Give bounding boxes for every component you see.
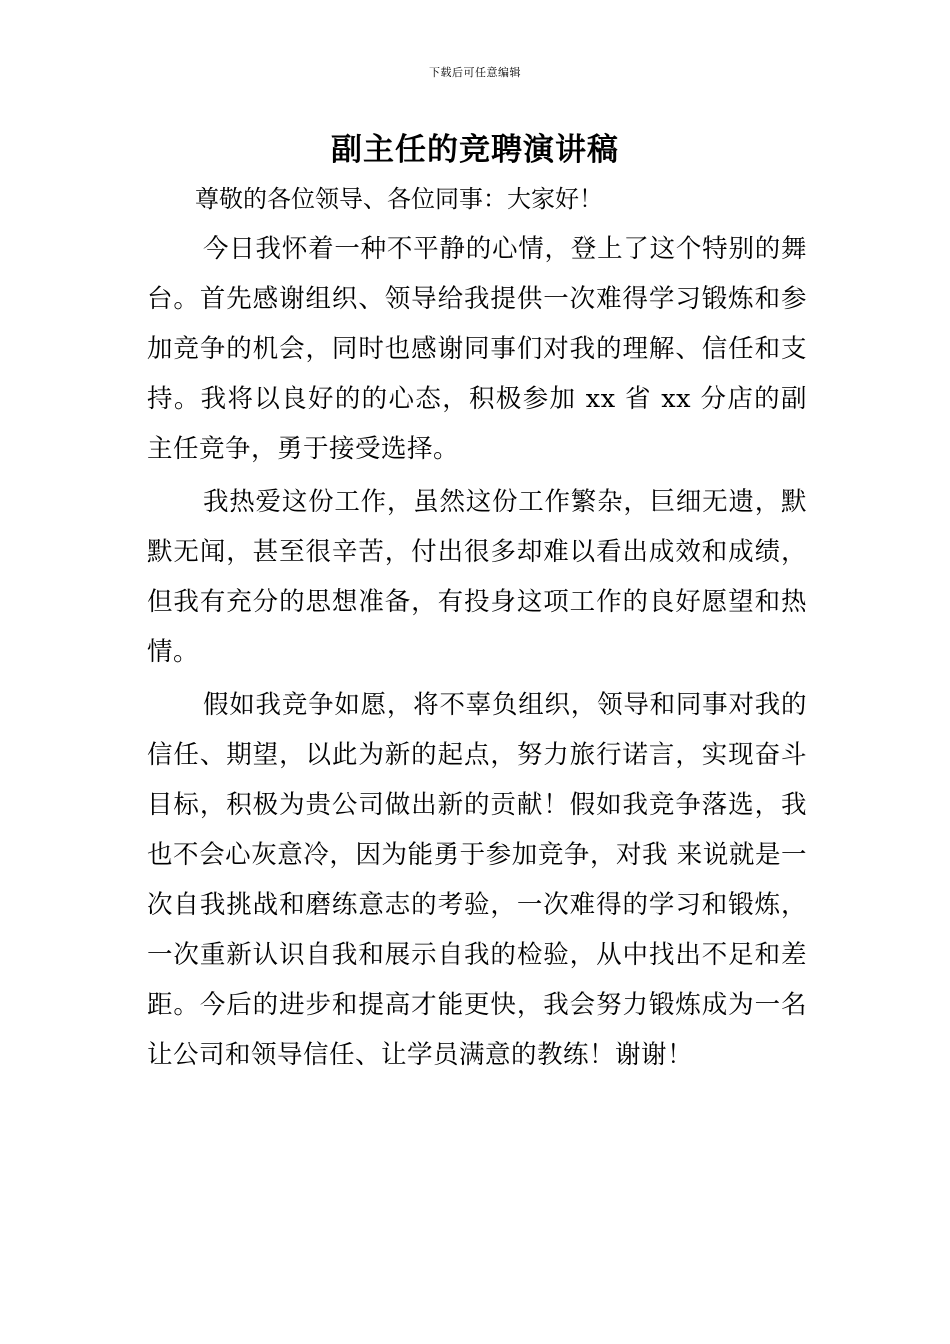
paragraph: 今日我怀着一种不平静的心情，登上了这个特别的舞台。首先感谢组织、领导给我提供一次难得学习锻炼和参加竞争的机会，同时也感谢同事们对我的理解、信任和支持。我将以良好的的心态，积极参加 xx 省 xx 分店的副主任竞争，勇于接受选择。: [147, 234, 807, 464]
greeting-line: 尊敬的各位领导、各位同事：大家好！: [195, 185, 603, 213]
document-body: [147, 224, 807, 1083]
document-title: 副主任的竞聘演讲稿: [331, 132, 619, 168]
header-note: 下载后可任意编辑: [429, 66, 521, 79]
paragraph: 我热爱这份工作，虽然这份工作繁杂，巨细无遗，默默无闻，甚至很辛苦，付出很多却难以看出成效和成绩，但我有充分的思想准备，有投身这项工作的良好愿望和热情。: [147, 487, 807, 667]
paragraph: 假如我竞争如愿，将不辜负组织，领导和同事对我的信任、期望，以此为新的起点，努力旅行诺言，实现奋斗目标，积极为贵公司做出新的贡献！假如我竞争落选，我也不会心灰意冷，因为能勇于参加竞争，对我 来说就是一次自我挑战和磨练意志的考验，一次难得的学习和锻炼，一次重新认识自我和展示自我的检验，从中找出不足和差距。今后的进步和提高才能更快，我会努力锻炼成为一名让公司和领导信任、让学员满意的教练！谢谢！: [147, 690, 807, 1070]
